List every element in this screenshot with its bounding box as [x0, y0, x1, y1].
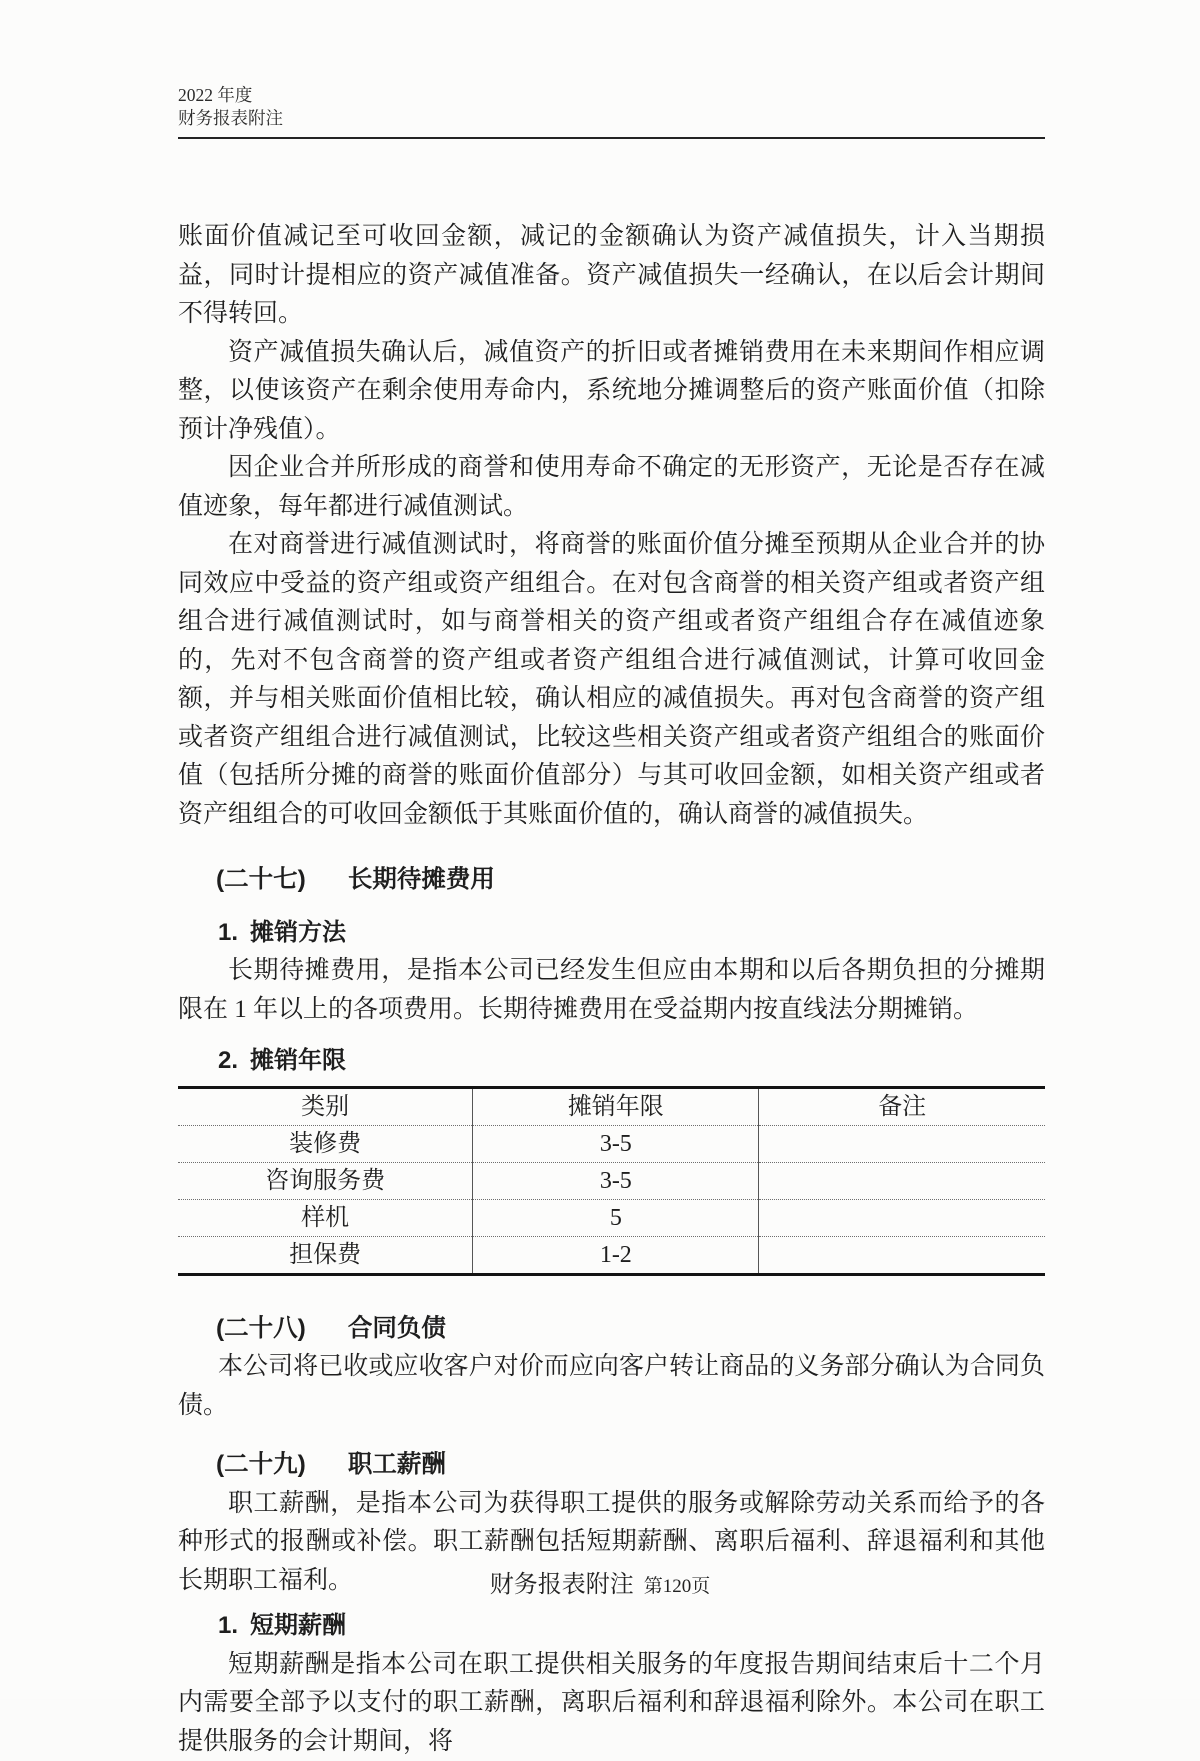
section-28-title: 合同负债	[348, 1315, 446, 1342]
cell-category: 担保费	[178, 1236, 473, 1274]
document-body	[178, 218, 1045, 1761]
section-27-number: (二十七)	[216, 866, 306, 893]
table-row	[178, 1236, 1045, 1274]
table-header-years: 摊销年限	[473, 1087, 759, 1125]
section-27-title: 长期待摊费用	[348, 866, 495, 893]
cell-years: 3-5	[473, 1162, 759, 1199]
section-28-number: (二十八)	[216, 1315, 306, 1342]
subheading-method-title: 摊销方法	[250, 919, 346, 946]
section-heading-29	[216, 1446, 1045, 1485]
table-row	[178, 1125, 1045, 1162]
section-heading-28	[216, 1310, 1045, 1349]
subheading-short-term-title: 短期薪酬	[250, 1612, 346, 1639]
cell-note	[759, 1236, 1045, 1274]
header-year-line: 2022 年度	[178, 84, 1045, 107]
page-footer	[0, 1564, 1200, 1599]
table-header-category: 类别	[178, 1087, 473, 1125]
table-header-row	[178, 1087, 1045, 1125]
table-header-note: 备注	[759, 1087, 1045, 1125]
cell-years: 1-2	[473, 1236, 759, 1274]
table-row	[178, 1199, 1045, 1236]
subheading-amortization-years	[218, 1042, 1045, 1081]
paragraph-impairment-1: 账面价值减记至可收回金额，减记的金额确认为资产减值损失，计入当期损益，同时计提相应的资产减值准备。资产减值损失一经确认，在以后会计期间不得转回。	[178, 218, 1045, 334]
cell-category: 装修费	[178, 1125, 473, 1162]
paragraph-goodwill-test: 因企业合并所形成的商誉和使用寿命不确定的无形资产，无论是否存在减值迹象，每年都进行减值测试。	[178, 449, 1045, 526]
page-header	[178, 0, 1045, 139]
cell-category: 咨询服务费	[178, 1162, 473, 1199]
paragraph-impairment-2: 资产减值损失确认后，减值资产的折旧或者摊销费用在未来期间作相应调整，以使该资产在剩余使用寿命内，系统地分摊调整后的资产账面价值（扣除预计净残值）。	[178, 334, 1045, 450]
footer-page-number: 第120页	[644, 1576, 711, 1597]
amortization-table	[178, 1086, 1045, 1276]
paragraph-employee-compensation: 职工薪酬，是指本公司为获得职工提供的服务或解除劳动关系而给予的各种形式的报酬或补偿。职工薪酬包括短期薪酬、离职后福利、辞退福利和其他长期职工福利。	[178, 1485, 1045, 1601]
cell-note	[759, 1162, 1045, 1199]
section-heading-27	[216, 861, 1045, 900]
cell-category: 样机	[178, 1199, 473, 1236]
section-29-number: (二十九)	[216, 1451, 306, 1478]
cell-years: 5	[473, 1199, 759, 1236]
paragraph-short-term-pay: 短期薪酬是指本公司在职工提供相关服务的年度报告期间结束后十二个月内需要全部予以支付的职工薪酬，离职后福利和辞退福利除外。本公司在职工提供服务的会计期间，将	[178, 1646, 1045, 1761]
table-row	[178, 1162, 1045, 1199]
paragraph-contract-liability: 本公司将已收或应收客户对价而应向客户转让商品的义务部分确认为合同负债。	[178, 1348, 1045, 1425]
subheading-amortization-method	[218, 914, 1045, 953]
section-29-title: 职工薪酬	[348, 1451, 446, 1478]
cell-note	[759, 1199, 1045, 1236]
footer-title: 财务报表附注	[490, 1572, 634, 1598]
cell-years: 3-5	[473, 1125, 759, 1162]
cell-note	[759, 1125, 1045, 1162]
subheading-years-number: 2.	[218, 1047, 238, 1074]
paragraph-amortization-method: 长期待摊费用，是指本公司已经发生但应由本期和以后各期负担的分摊期限在 1 年以上的各项费用。长期待摊费用在受益期内按直线法分期摊销。	[178, 952, 1045, 1029]
subheading-method-number: 1.	[218, 919, 238, 946]
subheading-years-title: 摊销年限	[250, 1047, 346, 1074]
subheading-short-term-pay	[218, 1607, 1045, 1646]
subheading-short-term-number: 1.	[218, 1612, 238, 1639]
header-doc-line: 财务报表附注	[178, 107, 1045, 130]
paragraph-goodwill-detail: 在对商誉进行减值测试时，将商誉的账面价值分摊至预期从企业合并的协同效应中受益的资产组或资产组组合。在对包含商誉的相关资产组或者资产组组合进行减值测试时，如与商誉相关的资产组或者资产组组合存在减值迹象的，先对不包含商誉的资产组或者资产组组合进行减值测试，计算可收回金额，并与相关账面价值相比较，确认相应的减值损失。再对包含商誉的资产组或者资产组组合进行减值测试，比较这些相关资产组或者资产组组合的账面价值（包括所分摊的商誉的账面价值部分）与其可收回金额，如相关资产组或者资产组组合的可收回金额低于其账面价值的，确认商誉的减值损失。	[178, 526, 1045, 834]
